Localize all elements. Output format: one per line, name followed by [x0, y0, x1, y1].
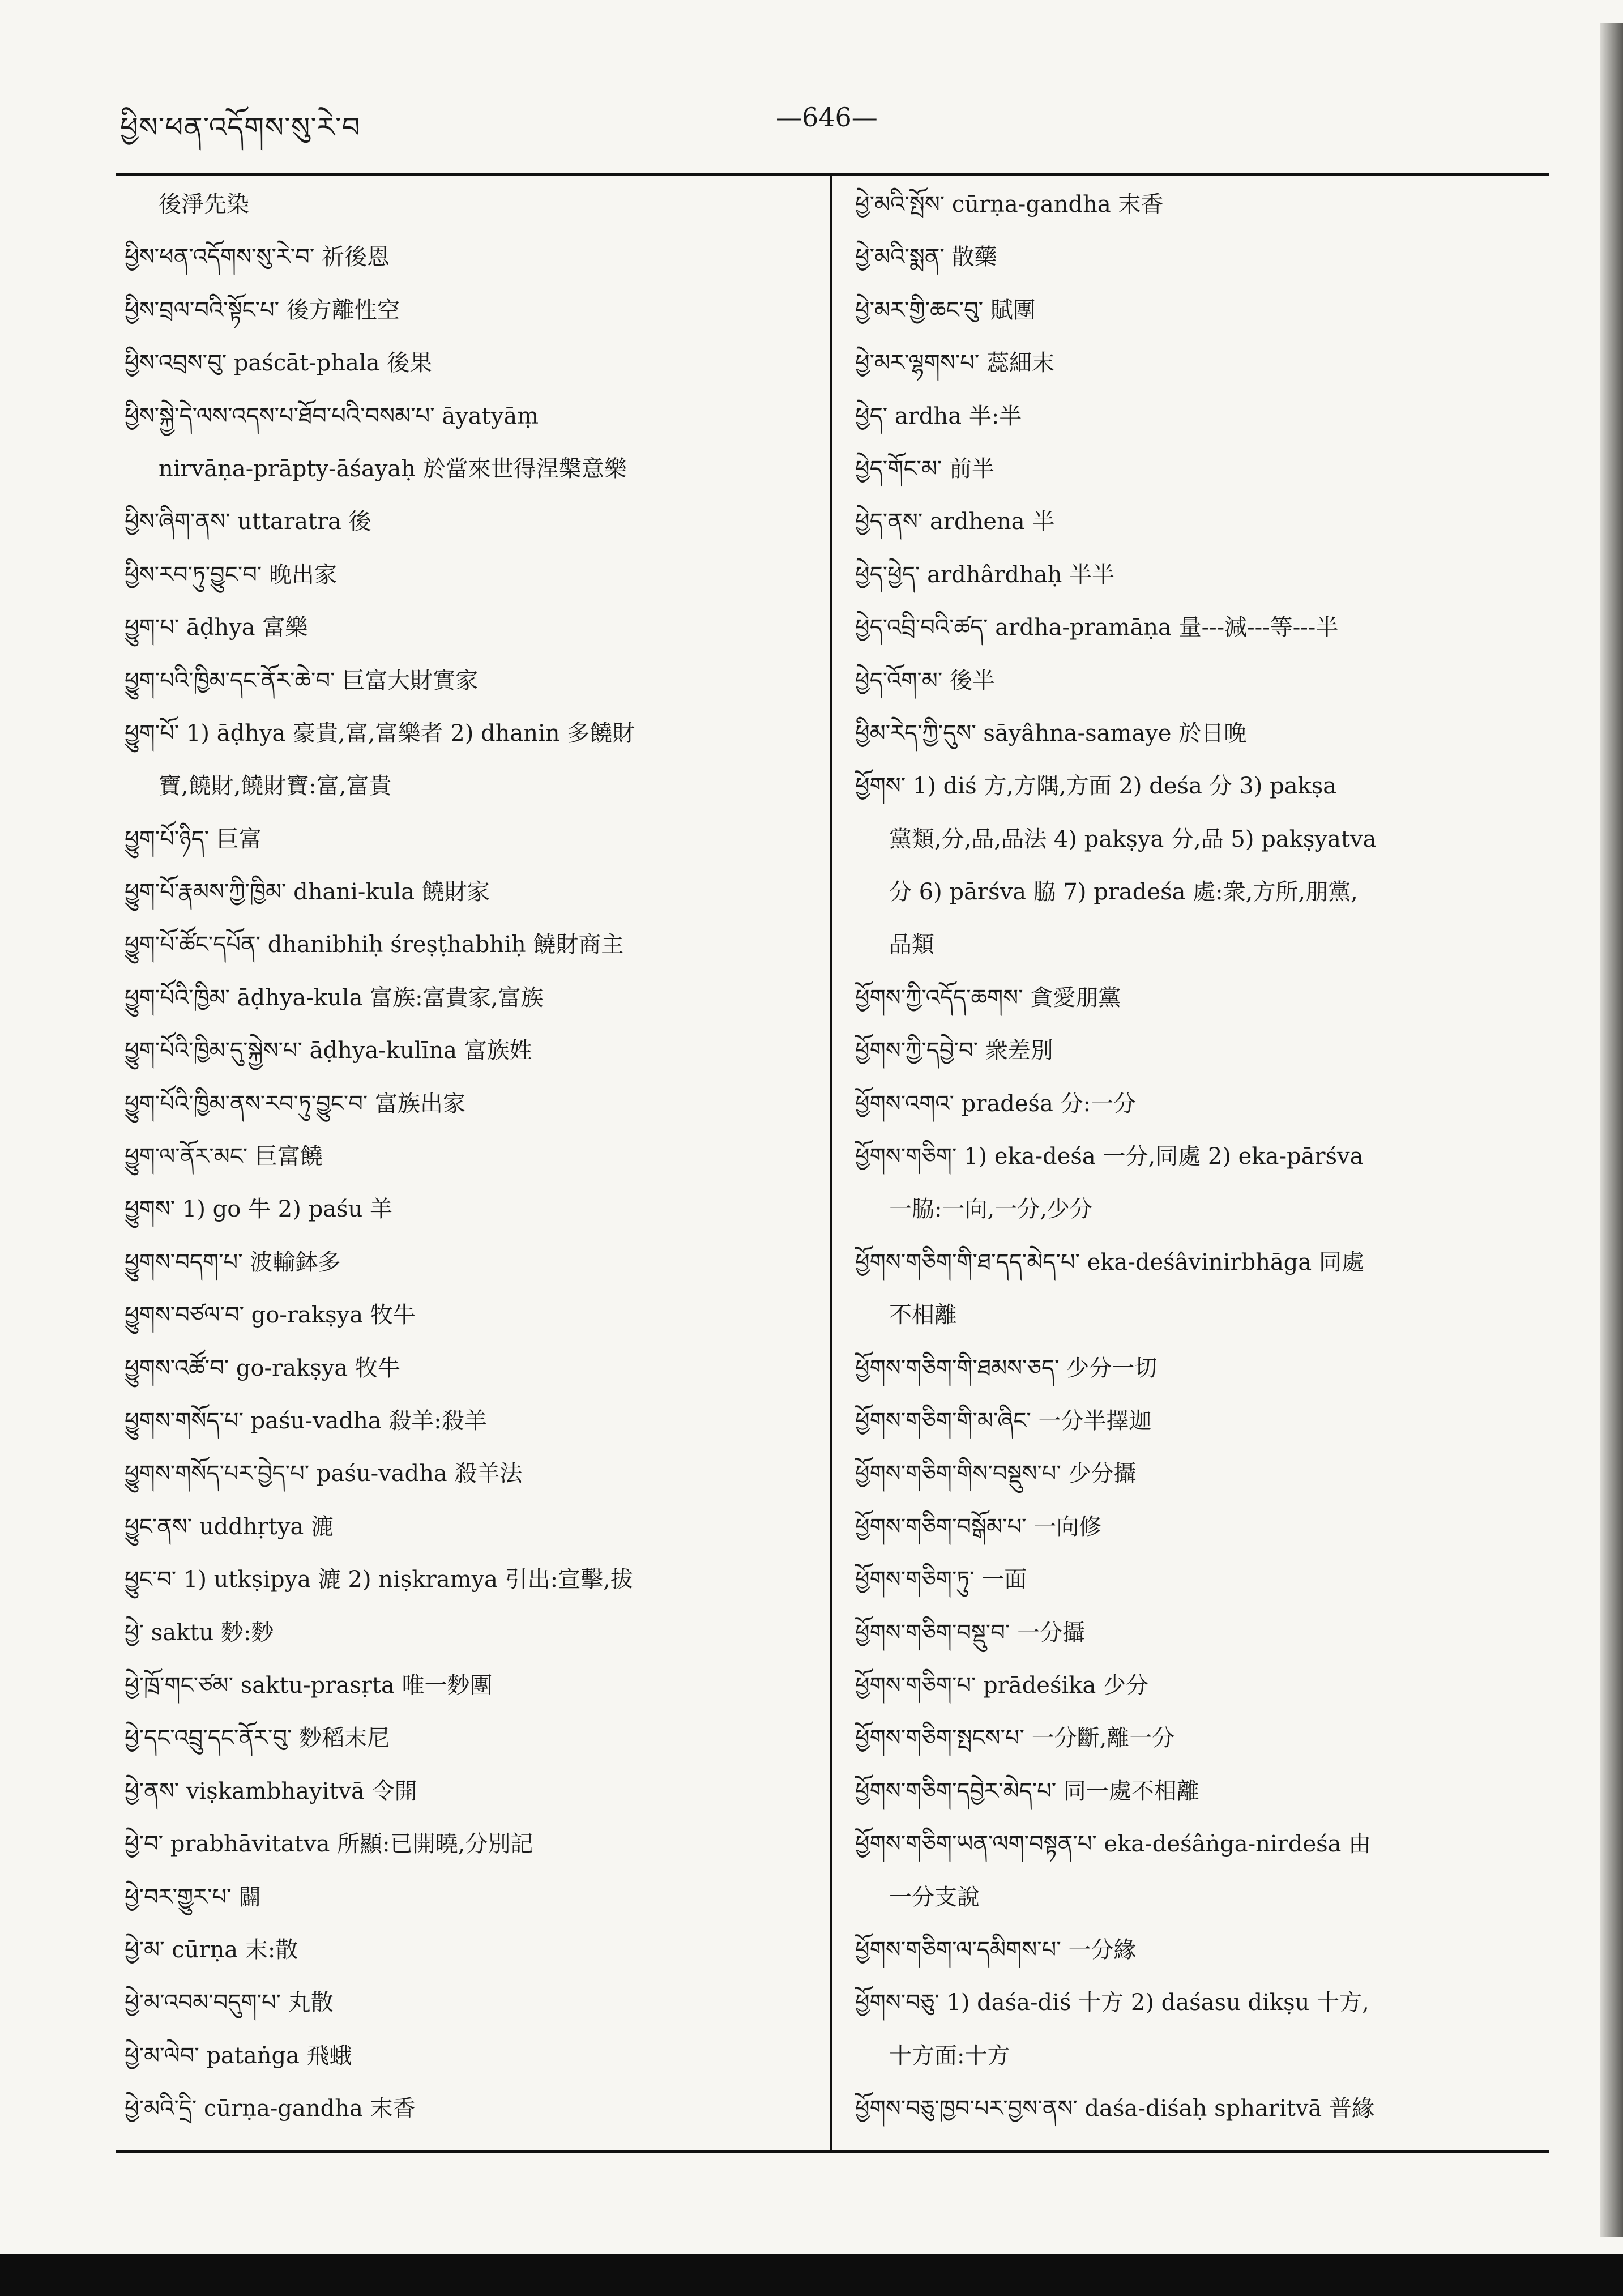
dictionary-entry-line: ཕྱེ་དང་འབྲུ་དང་ནོར་བུ་ 麨稻末尼 — [125, 1725, 390, 1752]
dictionary-entry-line: ཕྱུག་པ་ āḍhya 富樂 — [125, 614, 308, 641]
dictionary-entry-line: ཕྱིས་ཞིག་ནས་ uttaratra 後 — [125, 509, 371, 535]
dictionary-entry-line: 黨類,分,品,品法 4) pakṣya 分,品 5) pakṣyatva — [889, 826, 1377, 852]
dictionary-entry-line: ཕྱུང་ནས་ uddhṛtya 漉 — [125, 1513, 334, 1540]
dictionary-entry-line: ཕྱུག་པོ་ཉིད་ 巨富 — [125, 826, 262, 852]
dictionary-entry-line: ཕྱུག་པོའི་ཁྱིམ་ āḍhya-kula 富族:富貴家,富族 — [125, 984, 544, 1011]
dictionary-entry-line: ཕྱེ་མར་གྱི་ཆང་བུ་ 賦團 — [855, 297, 1036, 323]
dictionary-entry-line: ཕྱོགས་འགའ་ pradeśa 分:一分 — [855, 1090, 1137, 1117]
dictionary-entry-line: ཕྱེ་ཁྲོ་གང་ཙམ་ saktu-prasṛta 唯一麨團 — [125, 1672, 493, 1698]
page-number: —646— — [776, 102, 878, 133]
dictionary-entry-line: ཕྱོགས་གཅིག་ཡན་ལག་བསྟན་པ་ eka-deśâṅga-nirdeśa 由 — [855, 1831, 1372, 1858]
running-head: ཕྱིས་ཕན་འདོགས་སུ་རེ་བ — [120, 111, 361, 144]
left-column — [125, 178, 818, 2135]
dictionary-entry-line: ཕྱུག་ལ་ནོར་མང་ 巨富饒 — [125, 1143, 323, 1170]
dictionary-entry-line: ཕྱེད་ ardha 半:半 — [855, 403, 1022, 429]
dictionary-entry-line: ཕྱེད་ནས་ ardhena 半 — [855, 509, 1055, 535]
dictionary-entry-line: ཕྱོགས་ཀྱི་དབྱེ་བ་ 衆差別 — [855, 1038, 1053, 1064]
dictionary-entry-line: ཕྱུགས་བདག་པ་ 波輸鉢多 — [125, 1249, 341, 1275]
dictionary-entry-line: ཕྱུགས་གསོད་པ་ paśu-vadha 殺羊:殺羊 — [125, 1407, 487, 1434]
bottom-rule — [116, 2150, 1549, 2153]
dictionary-entry-line: 分 6) pārśva 脇 7) pradeśa 處:衆,方所,朋黨, — [889, 879, 1358, 906]
dictionary-entry-line: ཕྱོགས་གཅིག་དབྱེར་མེད་པ་ 同一處不相離 — [855, 1778, 1199, 1804]
dictionary-entry-line: 品類 — [889, 932, 934, 958]
dictionary-entry-line: ཕྱེ་མའི་སྤོས་ cūrṇa-gandha 末香 — [855, 191, 1164, 217]
scan-bottom-band — [0, 2254, 1623, 2296]
column-divider — [830, 173, 832, 2151]
dictionary-entry-line: ཕྱེ་མ་འབམ་བདུག་པ་ 丸散 — [125, 1990, 334, 2016]
dictionary-entry-line: ཕྱུག་པོ་ 1) āḍhya 豪貴,富,富樂者 2) dhanin 多饒財 — [125, 720, 635, 746]
dictionary-entry-line: ཕྱོགས་གཅིག་གི་ཐམས་ཅད་ 少分一切 — [855, 1355, 1158, 1381]
dictionary-entry-line: ཕྱེ་མར་ལྷགས་པ་ 蕊細末 — [855, 350, 1054, 377]
dictionary-entry-line: ཕྱོགས་གཅིག་གིས་བསྡུས་པ་ 少分攝 — [855, 1461, 1137, 1487]
dictionary-entry-line: ཕྱེ་ saktu 麨:麨 — [125, 1619, 274, 1646]
dictionary-entry-line: ཕྱོགས་བཅུ་ཁྱབ་པར་བྱས་ནས་ daśa-diśaḥ spharitvā 普緣 — [855, 2096, 1374, 2122]
right-column — [855, 178, 1543, 2135]
dictionary-entry-line: 一分支說 — [889, 1884, 980, 1910]
dictionary-entry-line: ཕྱོགས་གཅིག་བསྡུ་བ་ 一分攝 — [855, 1619, 1085, 1646]
dictionary-entry-line: ཕྱེ་བ་ prabhāvitatva 所顯:已開曉,分別記 — [125, 1831, 533, 1858]
dictionary-entry-line: ཕྱེད་འབྲི་བའི་ཚད་ ardha-pramāṇa 量---減---等---半 — [855, 614, 1339, 641]
dictionary-entry-line: ཕྱུགས་བཙལ་བ་ go-rakṣya 牧牛 — [125, 1302, 416, 1329]
dictionary-entry-line: ཕྱོགས་གཅིག་གི་ཐ་དད་མེད་པ་ eka-deśâvinirbhāga 同處 — [855, 1249, 1364, 1275]
dictionary-entry-line: ཕྱིམ་རེད་ཀྱི་དུས་ sāyâhna-samaye 於日晚 — [855, 720, 1247, 746]
dictionary-entry-line: ཕྱུང་བ་ 1) utkṣipya 漉 2) niṣkramya 引出:宣擊,拔 — [125, 1567, 633, 1593]
dictionary-entry-line: ཕྱུག་པོ་རྣམས་ཀྱི་ཁྱིམ་ dhani-kula 饒財家 — [125, 879, 490, 906]
dictionary-entry-line: ཕྱོགས་གཅིག་བསྒོམ་པ་ 一向修 — [855, 1513, 1102, 1540]
top-rule — [116, 173, 1549, 176]
dictionary-entry-line: ཕྱུགས་འཚོ་བ་ go-rakṣya 牧牛 — [125, 1355, 400, 1381]
dictionary-entry-line: ཕྱིས་ཕན་འདོགས་སུ་རེ་བ་ 祈後恩 — [125, 244, 390, 271]
dictionary-entry-line: ཕྱེ་མ་ cūrṇa 末:散 — [125, 1936, 298, 1963]
dictionary-entry-line: ཕྱིས་སྐྱེ་དེ་ལས་འདས་པ་ཐོབ་པའི་བསམ་པ་ āyatyāṃ — [125, 403, 539, 429]
dictionary-entry-line: ཕྱོགས་བཅུ་ 1) daśa-diś 十方 2) daśasu dikṣu 十方, — [855, 1990, 1369, 2016]
dictionary-entry-line: ཕྱེད་འོག་མ་ 後半 — [855, 667, 995, 694]
dictionary-entry-line: ཕྱུགས་ 1) go 牛 2) paśu 羊 — [125, 1196, 393, 1223]
dictionary-entry-line: 後淨先染 — [159, 191, 249, 217]
dictionary-entry-line: ཕྱེ་ནས་ viṣkambhayitvā 令開 — [125, 1778, 417, 1804]
dictionary-entry-line: ཕྱོགས་ཀྱི་འདོད་ཆགས་ 貪愛朋黨 — [855, 984, 1121, 1011]
dictionary-entry-line: ཕྱོགས་གཅིག་གི་མ་ཞིང་ 一分半擇迦 — [855, 1407, 1152, 1434]
dictionary-entry-line: ཕྱོགས་གཅིག་ལ་དམིགས་པ་ 一分緣 — [855, 1936, 1137, 1963]
dictionary-entry-line: 一脇:一向,一分,少分 — [889, 1196, 1092, 1223]
dictionary-entry-line: 十方面:十方 — [889, 2042, 1010, 2069]
dictionary-entry-line: ཕྱོགས་གཅིག་སྤངས་པ་ 一分斷,離一分 — [855, 1725, 1175, 1752]
dictionary-entry-line: ཕྱུག་པའི་ཁྱིམ་དང་ནོར་ཆེ་བ་ 巨富大財實家 — [125, 667, 479, 694]
dictionary-entry-line: ཕྱེ་མའི་སྨན་ 散藥 — [855, 244, 997, 271]
dictionary-entry-line: nirvāṇa-prāpty-āśayaḥ 於當來世得涅槃意樂 — [159, 455, 627, 482]
dictionary-entry-line: ཕྱུགས་གསོད་པར་བྱེད་པ་ paśu-vadha 殺羊法 — [125, 1461, 523, 1487]
page-edge-shadow — [1600, 23, 1623, 2237]
dictionary-entry-line: ཕྱེ་བར་གྱུར་པ་ 闢 — [125, 1884, 262, 1910]
dictionary-entry-line: ཕྱེད་གོང་མ་ 前半 — [855, 455, 995, 482]
dictionary-entry-line: ཕྱོགས་གཅིག་ 1) eka-deśa 一分,同處 2) eka-pārśva — [855, 1143, 1364, 1170]
dictionary-entry-line: 寶,饒財,饒財寶:富,富貴 — [159, 773, 392, 800]
dictionary-entry-line: ཕྱེ་མ་ལེབ་ pataṅga 飛蛾 — [125, 2042, 352, 2069]
dictionary-entry-line: ཕྱོགས་གཅིག་པ་ prādeśika 少分 — [855, 1672, 1149, 1698]
dictionary-entry-line: ཕྱུག་པོའི་ཁྱིམ་དུ་སྐྱེས་པ་ āḍhya-kulīna 富族姓 — [125, 1038, 532, 1064]
dictionary-entry-line: ཕྱིས་རབ་ཏུ་བྱུང་བ་ 晚出家 — [125, 561, 337, 588]
dictionary-entry-line: ཕྱུག་པོའི་ཁྱིམ་ནས་རབ་ཏུ་བྱུང་བ་ 富族出家 — [125, 1090, 465, 1117]
dictionary-entry-line: 不相離 — [889, 1302, 957, 1329]
dictionary-entry-line: ཕྱེད་ཕྱེད་ ardhârdhaḥ 半半 — [855, 561, 1115, 588]
dictionary-entry-line: ཕྱིས་བྲལ་བའི་སྟོང་པ་ 後方離性空 — [125, 297, 400, 323]
dictionary-entry-line: ཕྱོགས་གཅིག་ཏུ་ 一面 — [855, 1567, 1027, 1593]
dictionary-entry-line: ཕྱེ་མའི་དྲི་ cūrṇa-gandha 末香 — [125, 2096, 416, 2122]
dictionary-entry-line: ཕྱོགས་ 1) diś 方,方隅,方面 2) deśa 分 3) pakṣa — [855, 773, 1337, 800]
dictionary-entry-line: ཕྱིས་འབྲས་བུ་ paścāt-phala 後果 — [125, 350, 433, 377]
dictionary-entry-line: ཕྱུག་པོ་ཚོང་དཔོན་ dhanibhiḥ śreṣṭhabhiḥ 饒財商主 — [125, 932, 624, 958]
